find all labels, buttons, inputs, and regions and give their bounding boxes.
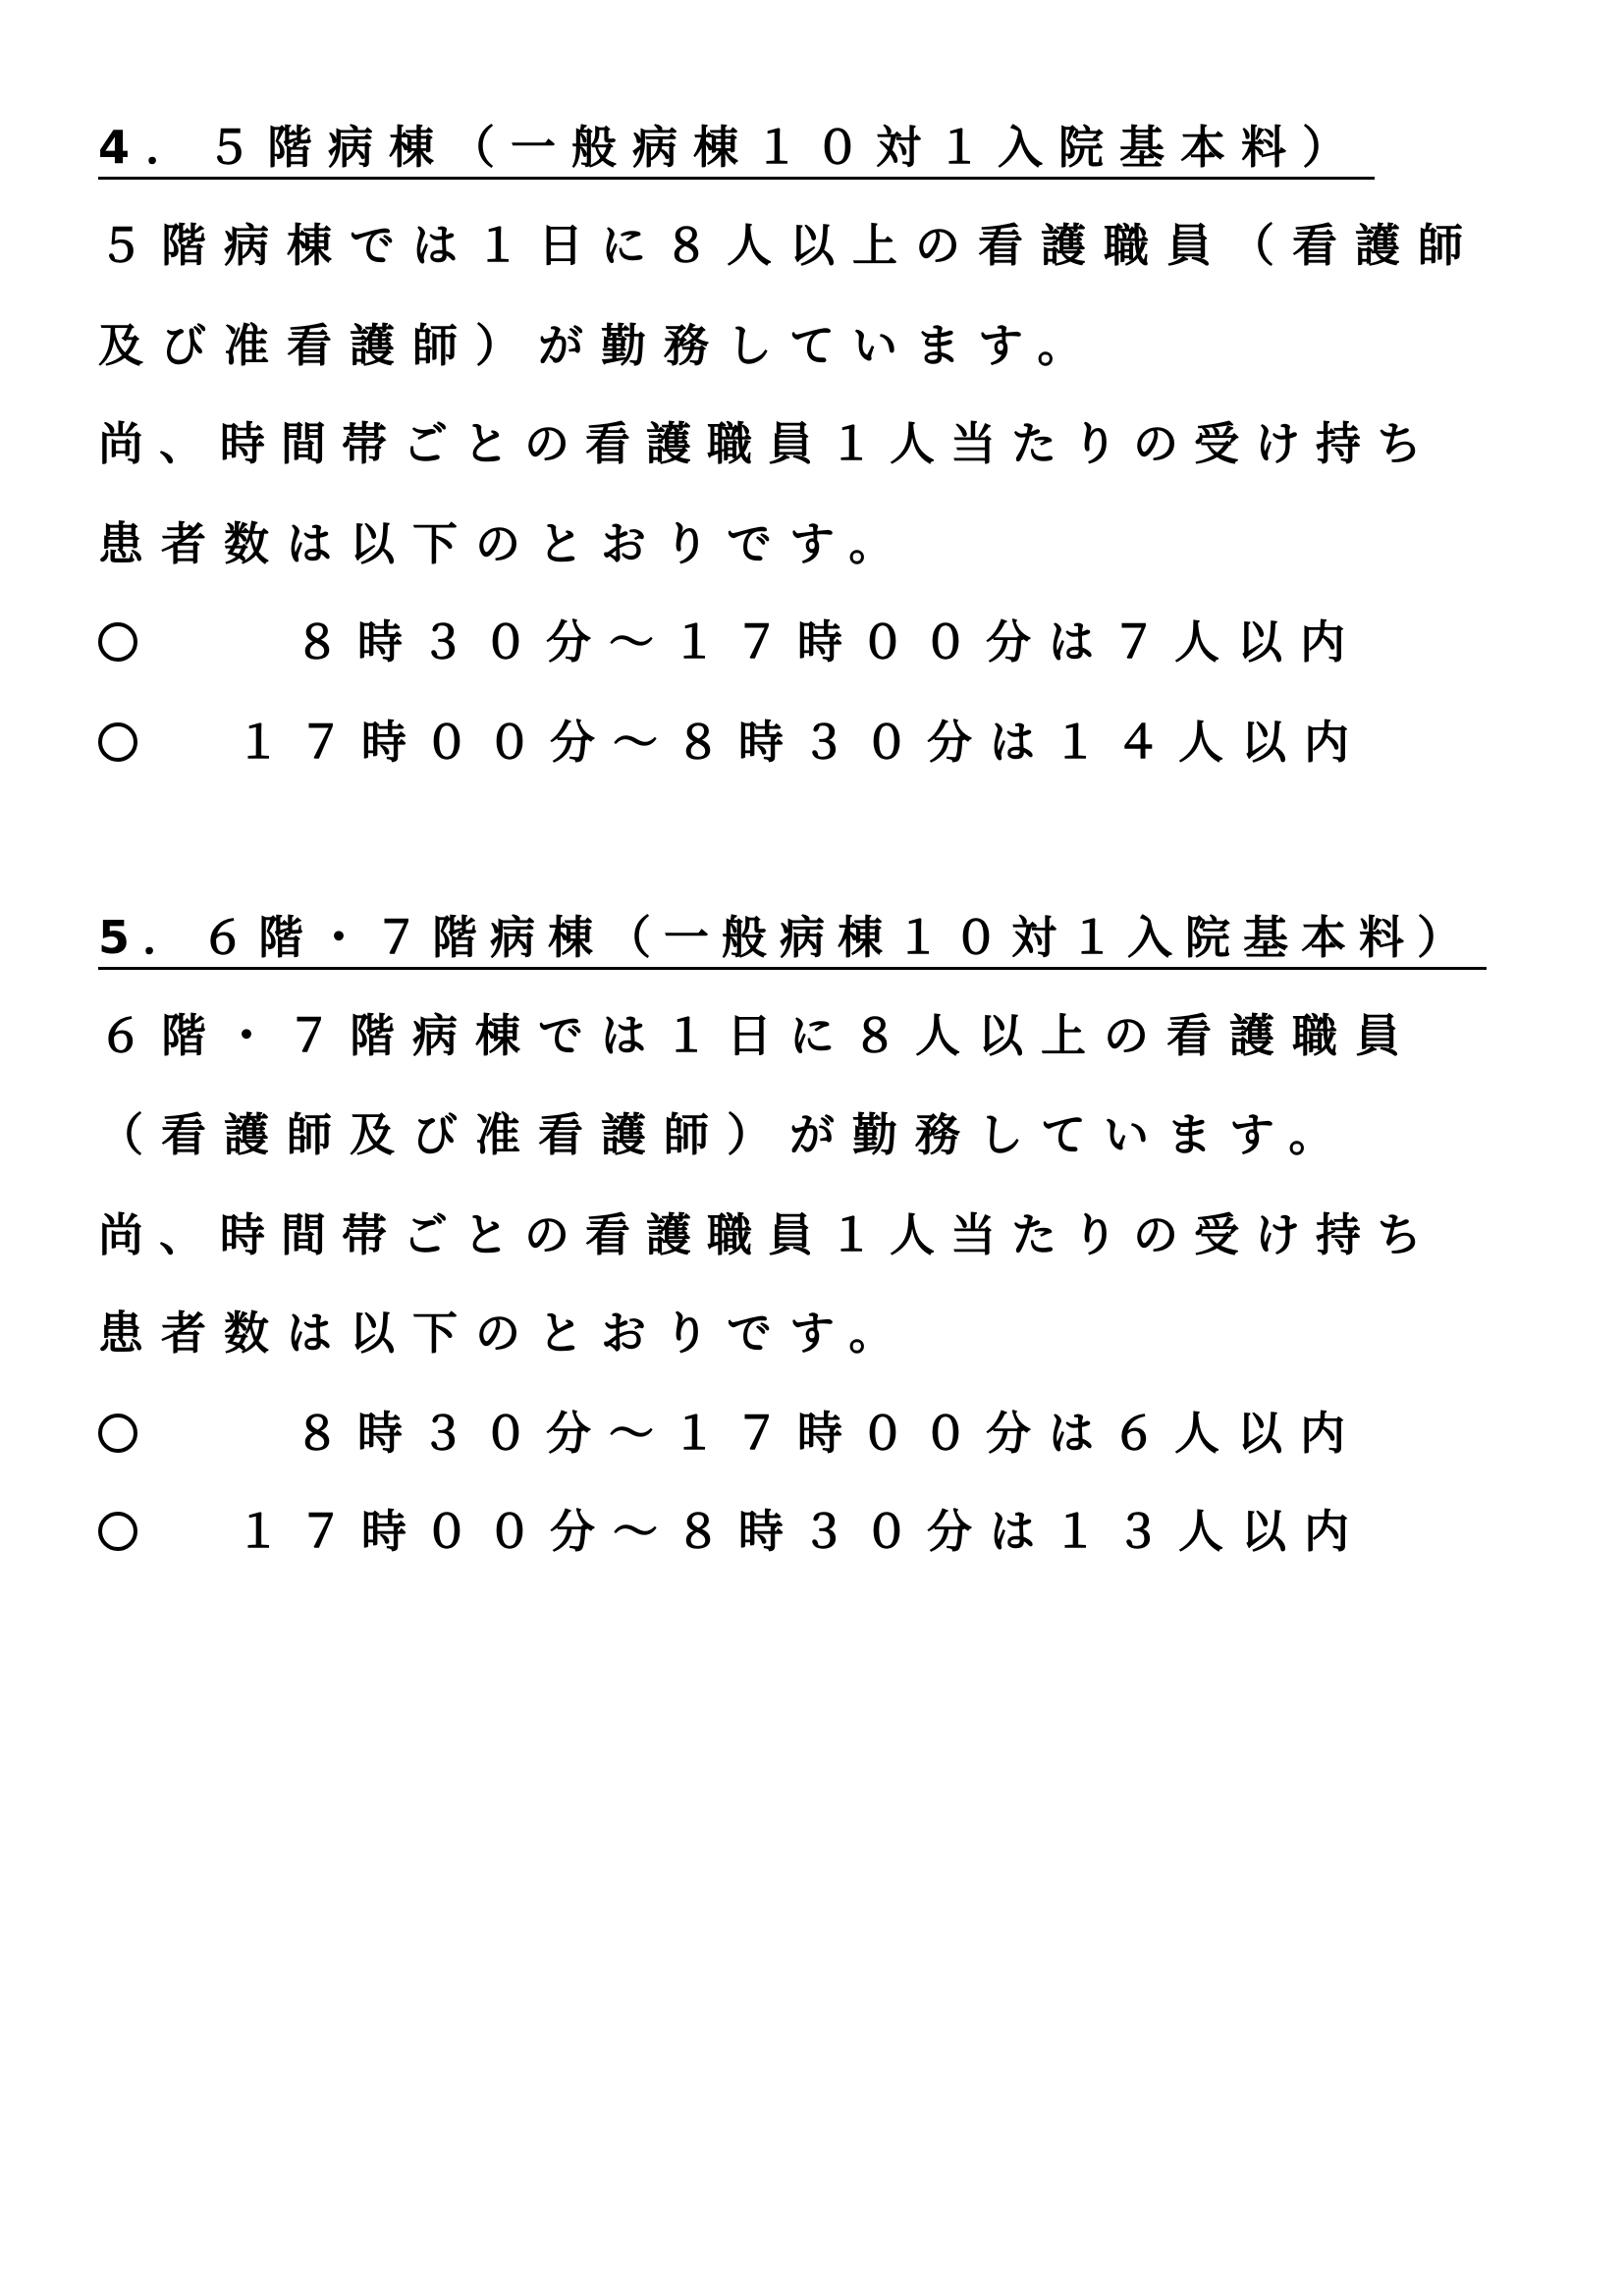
section-heading-5f-ward: 4．５階病棟（一般病棟１０対１入院基本料） [98, 118, 1375, 180]
shift-bullet-night [98, 1502, 1473, 1561]
ratio-paragraph-line: 尚、時間帯ごとの看護職員１人当たりの受け持ち [98, 417, 1437, 470]
shift-bullet-text: １７時００分～８時３０分は１３人以内 [236, 1505, 1367, 1558]
ratio-paragraph-line: 患者数は以下のとおりです。 [98, 1307, 912, 1360]
staffing-paragraph-line: ６階・７階病棟では１日に８人以上の看護職員 [98, 1009, 1418, 1062]
section-heading-6f-7f-ward: 5．６階・７階病棟（一般病棟１０対１入院基本料） [98, 908, 1487, 970]
staffing-paragraph-line: 及び准看護師）が勤務しています。 [98, 319, 1101, 372]
circle-bullet-icon [98, 1512, 137, 1551]
shift-bullet-night [98, 713, 1473, 772]
circle-bullet-icon [98, 722, 137, 762]
ratio-paragraph-line: 患者数は以下のとおりです。 [98, 517, 912, 570]
staffing-paragraph-line: （看護師及び准看護師）が勤務しています。 [98, 1108, 1352, 1161]
ratio-paragraph-line: 尚、時間帯ごとの看護職員１人当たりの受け持ち [98, 1208, 1437, 1261]
shift-bullet-text: １７時００分～８時３０分は１４人以内 [236, 716, 1367, 769]
shift-bullet-text: ８時３０分～１７時００分は６人以内 [295, 1407, 1363, 1460]
shift-bullet-day [98, 613, 1473, 671]
shift-bullet-day [98, 1404, 1473, 1463]
shift-bullet-text: ８時３０分～１７時００分は７人以内 [295, 615, 1363, 668]
staffing-paragraph-line: ５階病棟では１日に８人以上の看護職員（看護師 [98, 219, 1481, 272]
circle-bullet-icon [98, 1414, 137, 1453]
circle-bullet-icon [98, 622, 137, 662]
